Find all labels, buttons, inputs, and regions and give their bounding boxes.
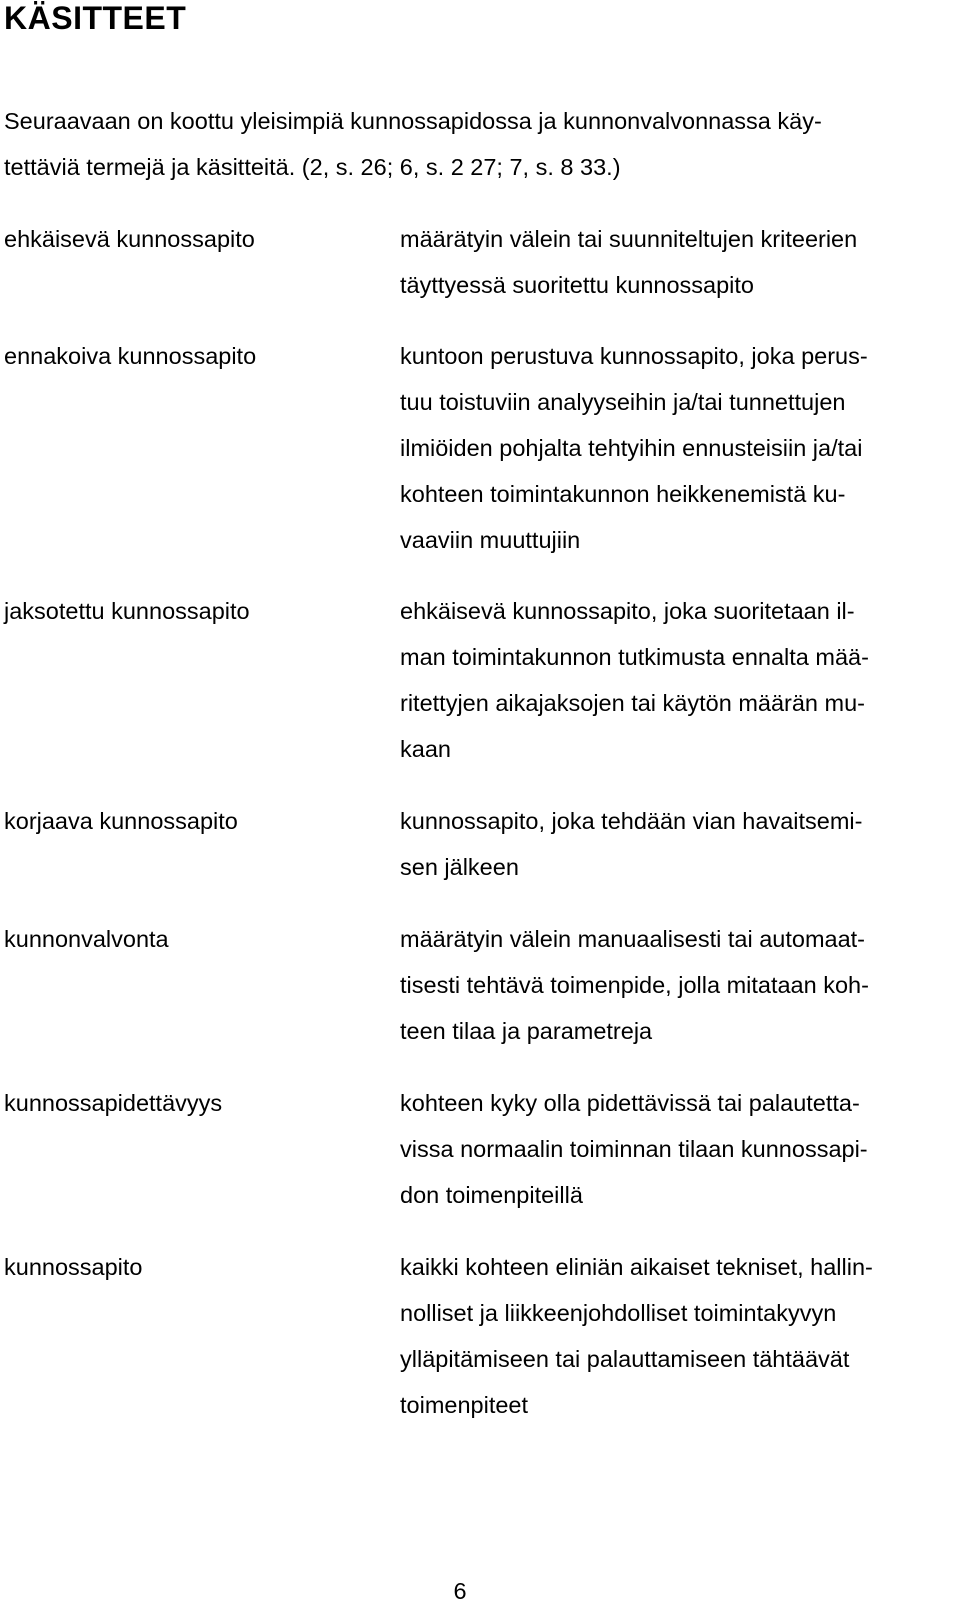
- definition-line: kuntoon perustuva kunnossapito, joka perus-: [400, 343, 868, 369]
- definition-line: tuu toistuviin analyyseihin ja/tai tunnettujen: [400, 389, 846, 415]
- glossary-term: kunnossapidettävyys: [4, 1090, 223, 1116]
- glossary-term: kunnonvalvonta: [4, 926, 169, 952]
- definition-line: don toimenpiteillä: [400, 1182, 583, 1208]
- definition-line: kaan: [400, 736, 451, 762]
- glossary-term: ehkäisevä kunnossapito: [4, 226, 255, 252]
- definition-line: täyttyessä suoritettu kunnossapito: [400, 272, 755, 298]
- definition-line: määrätyin välein tai suunniteltujen kriteerien: [400, 226, 858, 252]
- definition-line: kaikki kohteen eliniän aikaiset tekniset, hallin-: [400, 1254, 873, 1280]
- intro-line: tettäviä termejä ja käsitteitä. (2, s. 26; 6, s. 2 27; 7, s. 8 33.): [4, 154, 621, 180]
- definition-line: teen tilaa ja parametreja: [400, 1018, 653, 1044]
- glossary-term: ennakoiva kunnossapito: [4, 343, 257, 369]
- definition-line: nolliset ja liikkeenjohdolliset toimintakyvyn: [400, 1300, 837, 1326]
- glossary-term: jaksotettu kunnossapito: [4, 598, 250, 624]
- definition-line: ehkäisevä kunnossapito, joka suoritetaan il-: [400, 598, 855, 624]
- page-number: 6: [453, 1578, 467, 1604]
- definition-line: vaaviin muuttujiin: [400, 527, 581, 553]
- definition-line: tisesti tehtävä toimenpide, jolla mitataan koh-: [400, 972, 869, 998]
- intro-line: Seuraavaan on koottu yleisimpiä kunnossapidossa ja kunnonvalvonnassa käy-: [4, 108, 822, 134]
- glossary-term: kunnossapito: [4, 1254, 143, 1280]
- definition-line: ylläpitämiseen tai palauttamiseen tähtäävät: [400, 1346, 850, 1372]
- definition-line: kohteen kyky olla pidettävissä tai palautetta-: [400, 1090, 860, 1116]
- definition-line: sen jälkeen: [400, 854, 519, 880]
- definition-line: kunnossapito, joka tehdään vian havaitsemi-: [400, 808, 863, 834]
- definition-line: toimenpiteet: [400, 1392, 529, 1418]
- definition-line: määrätyin välein manuaalisesti tai automaat-: [400, 926, 866, 952]
- page-title: KÄSITTEET: [4, 0, 187, 36]
- definition-line: ilmiöiden pohjalta tehtyihin ennusteisiin ja/tai: [400, 435, 863, 461]
- glossary-term: korjaava kunnossapito: [4, 808, 238, 834]
- definition-line: kohteen toimintakunnon heikkenemistä ku-: [400, 481, 846, 507]
- definition-line: vissa normaalin toiminnan tilaan kunnossapi-: [400, 1136, 868, 1162]
- definition-line: man toimintakunnon tutkimusta ennalta mää-: [400, 644, 869, 670]
- definition-line: ritettyjen aikajaksojen tai käytön määrän mu-: [400, 690, 865, 716]
